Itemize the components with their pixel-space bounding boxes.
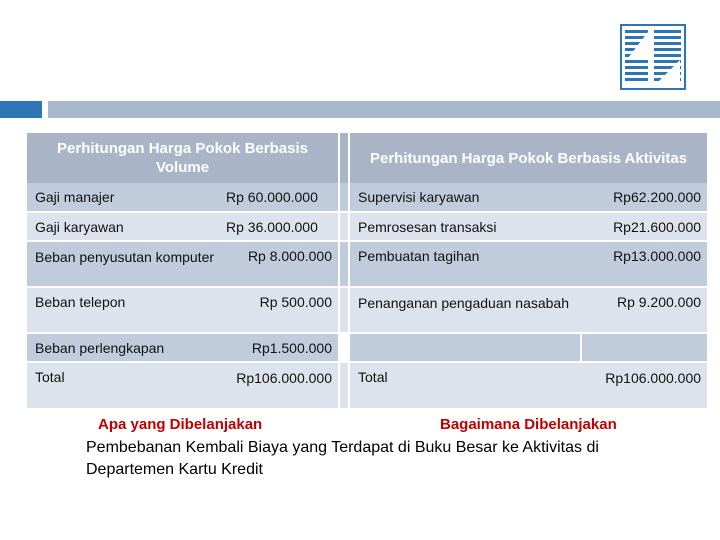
table-row — [27, 183, 707, 212]
left-value: Rp 500.000 — [222, 287, 339, 333]
right-value: Rp 9.200.000 — [581, 287, 707, 333]
left-label: Gaji karyawan — [27, 212, 222, 241]
right-value: Rp62.200.000 — [581, 183, 707, 212]
left-label: Total — [27, 362, 222, 408]
right-value: Rp21.600.000 — [581, 212, 707, 241]
accent-bar-right — [48, 101, 720, 118]
right-label: Pemrosesan transaksi — [349, 212, 581, 241]
right-value: Rp106.000.000 — [581, 362, 707, 408]
header-volume: Perhitungan Harga Pokok Berbasis Volume — [27, 133, 339, 183]
footer-note: Pembebanan Kembali Biaya yang Terdapat di Buku Besar ke Aktivitas di Departemen Kartu Kredit — [86, 439, 599, 478]
left-value: Rp 8.000.000 — [222, 241, 339, 287]
left-label: Gaji manajer — [27, 183, 222, 212]
right-value: Rp13.000.000 — [581, 241, 707, 287]
caption-how-spent: Bagaimana Dibelanjakan — [440, 416, 617, 433]
right-label — [349, 333, 581, 362]
table-row — [27, 333, 707, 362]
right-label: Penanganan pengaduan nasabah — [349, 287, 581, 333]
right-value — [581, 333, 707, 362]
table-row — [27, 287, 707, 333]
right-label: Total — [349, 362, 581, 408]
cost-comparison-table — [27, 133, 707, 408]
caption-what-spent: Apa yang Dibelanjakan — [98, 416, 263, 433]
header-activity: Perhitungan Harga Pokok Berbasis Aktivitas — [349, 133, 707, 183]
left-value: Rp1.500.000 — [222, 333, 339, 362]
table-row — [27, 212, 707, 241]
accent-bar-left — [0, 101, 42, 118]
left-label: Beban perlengkapan — [27, 333, 222, 362]
right-label: Pembuatan tagihan — [349, 241, 581, 287]
right-label: Supervisi karyawan — [349, 183, 581, 212]
left-label: Beban telepon — [27, 287, 222, 333]
left-value: Rp 60.000.000 — [222, 183, 339, 212]
left-value: Rp106.000.000 — [222, 362, 339, 408]
left-label: Beban penyusutan komputer — [27, 241, 222, 287]
table-row — [27, 362, 707, 408]
logo-icon — [620, 24, 686, 90]
left-value: Rp 36.000.000 — [222, 212, 339, 241]
table-row — [27, 241, 707, 287]
